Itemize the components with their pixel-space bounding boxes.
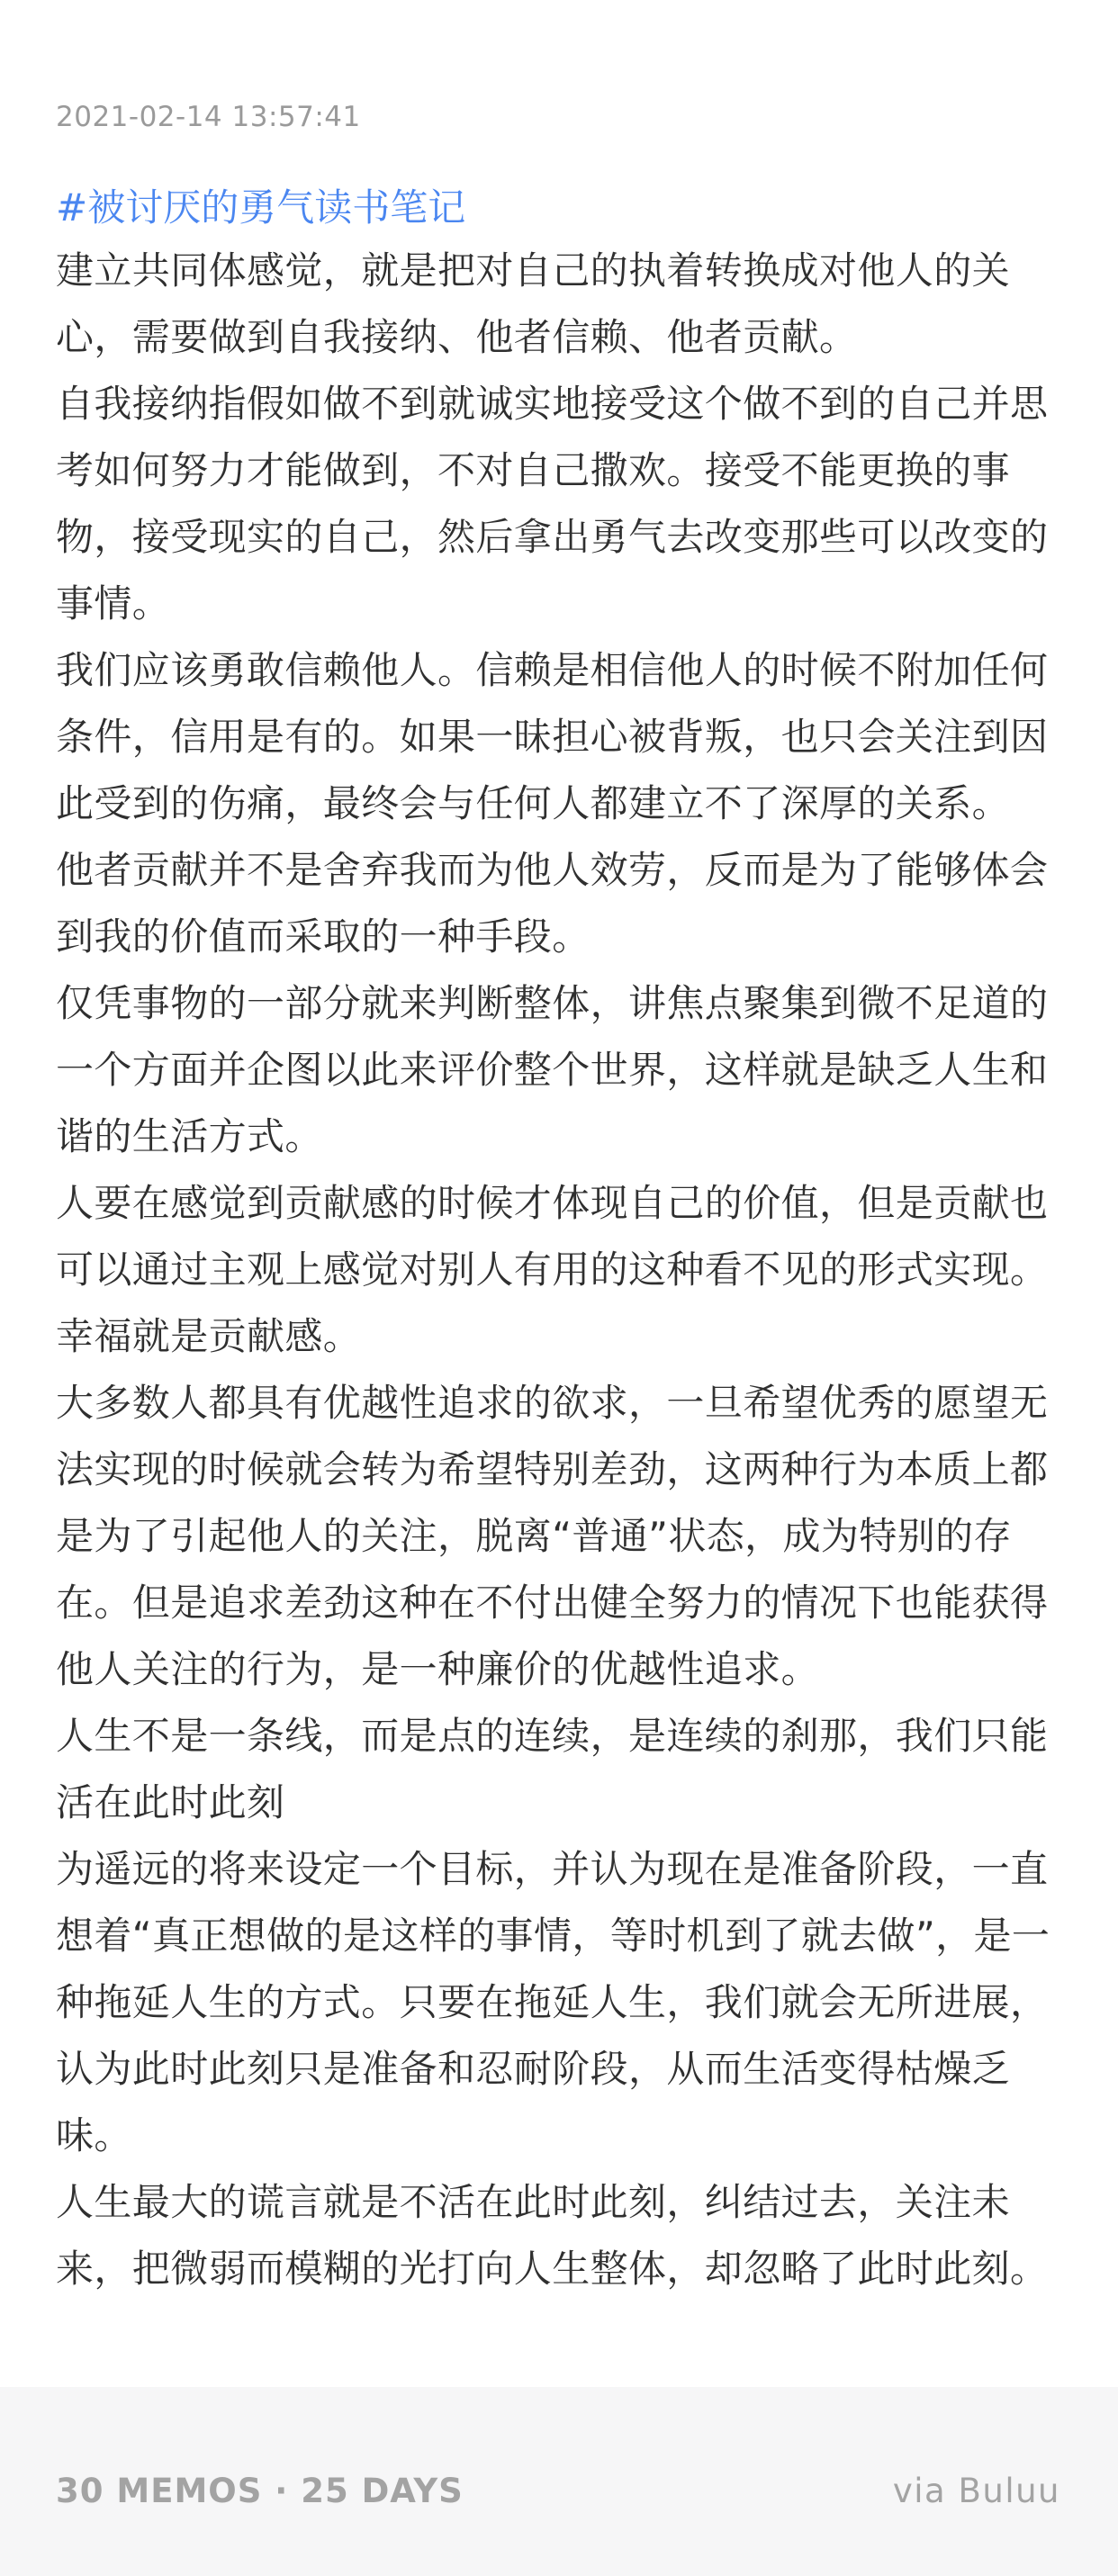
memo-line: 谐的生活方式。 [56,1114,323,1158]
memo-line: 仅凭事物的一部分就来判断整体，讲焦点聚集到微不足道的 [56,981,1049,1025]
memo-line: 是为了引起他人的关注，脱离“普通”状态，成为特别的存 [56,1514,1012,1558]
memo-line: 人生不是一条线，而是点的连续，是连续的刹那，我们只能 [56,1714,1049,1758]
memo-line: 认为此时此刻只是准备和忍耐阶段，从而生活变得枯燥乏 [56,2047,1011,2091]
memo-line: 心，需要做到自我接纳、他者信赖、他者贡献。 [56,315,858,359]
memo-line: 物，接受现实的自己，然后拿出勇气去改变那些可以改变的 [56,515,1049,559]
memo-stats: 30 MEMOS · 25 DAYS [56,2472,464,2510]
memo-line: 幸福就是贡献感。 [56,1314,362,1358]
memo-line: 人生最大的谎言就是不活在此时此刻，纠结过去，关注未 [56,2180,1011,2224]
memo-tag[interactable]: #被讨厌的勇气读书笔记 [56,185,466,230]
memo-line: 我们应该勇敢信赖他人。信赖是相信他人的时候不附加任何 [56,648,1049,692]
memo-content [56,175,1073,2302]
memo-line: 可以通过主观上感觉对别人有用的这种看不见的形式实现。 [56,1247,1049,1292]
memo-line: 种拖延人生的方式。只要在拖延人生，我们就会无所进展， [56,1980,1049,2024]
memo-footer [0,2387,1118,2576]
memo-line: 建立共同体感觉，就是把对自己的执着转换成对他人的关 [56,248,1011,293]
memo-line: 来，把微弱而模糊的光打向人生整体，却忽略了此时此刻。 [56,2247,1049,2291]
app-attribution: via Buluu [892,2472,1060,2510]
memo-line: 为遥远的将来设定一个目标，并认为现在是准备阶段，一直 [56,1847,1049,1891]
memo-line: 到我的价值而采取的一种手段。 [56,914,591,959]
memo-line: 他人关注的行为，是一种廉价的优越性追求。 [56,1647,820,1691]
memo-line: 事情。 [56,581,171,626]
memo-line: 想着“真正想做的是这样的事情，等时机到了就去做”，是一 [56,1914,1050,1958]
memo-timestamp: 2021-02-14 13:57:41 [56,101,361,133]
memo-line: 大多数人都具有优越性追求的欲求，一旦希望优秀的愿望无 [56,1381,1049,1425]
memo-line: 考如何努力才能做到，不对自己撒欢。接受不能更换的事 [56,448,1011,492]
memo-line: 法实现的时候就会转为希望特别差劲，这两种行为本质上都 [56,1447,1049,1491]
memo-line: 味。 [56,2113,132,2157]
memo-line: 活在此时此刻 [56,1780,285,1824]
memo-line: 自我接纳指假如做不到就诚实地接受这个做不到的自己并思 [56,382,1049,426]
memo-line: 他者贡献并不是舍弃我而为他人效劳，反而是为了能够体会 [56,848,1049,892]
memo-line: 人要在感觉到贡献感的时候才体现自己的价值，但是贡献也 [56,1181,1049,1225]
memo-line: 条件，信用是有的。如果一昧担心被背叛，也只会关注到因 [56,715,1049,759]
memo-line: 此受到的伤痛，最终会与任何人都建立不了深厚的关系。 [56,781,1011,825]
memo-line: 一个方面并企图以此来评价整个世界，这样就是缺乏人生和 [56,1048,1049,1092]
memo-line: 在。但是追求差劲这种在不付出健全努力的情况下也能获得 [56,1581,1049,1625]
